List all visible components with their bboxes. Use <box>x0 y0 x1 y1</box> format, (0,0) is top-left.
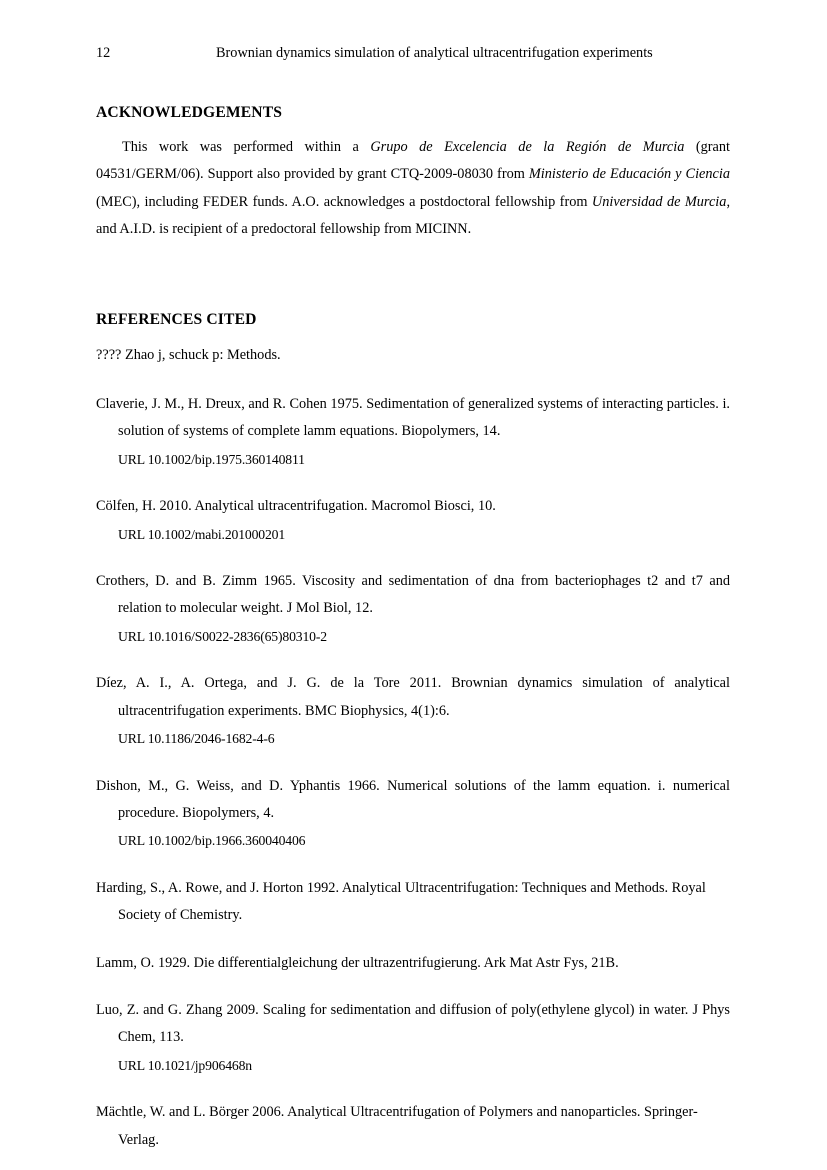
reference-citation: Mächtle, W. and L. Börger 2006. Analytical Ultracentrifugation of Polymers and nanoparticles. Springer-Verlag. <box>96 1104 698 1148</box>
reference-url[interactable]: URL 10.1002/mabi.201000201 <box>118 526 286 542</box>
ack-text-2: (grant 04531/GERM/06). Support also provided by grant CTQ-2009-08030 from <box>96 139 730 183</box>
reference-url[interactable]: URL 10.1002/bip.1975.360140811 <box>118 451 305 467</box>
ack-text-1: This work was performed within a <box>122 139 371 155</box>
running-title: Brownian dynamics simulation of analytical ultracentrifugation experiments <box>216 45 653 61</box>
reference-entry <box>96 950 730 977</box>
reference-citation: Lamm, O. 1929. Die differentialgleichung der ultrazentrifugierung. Ark Mat Astr Fys, 21B. <box>96 954 619 971</box>
ack-italic-ministerio: Ministerio de Educación y Ciencia <box>528 166 731 183</box>
reference-url[interactable]: URL 10.1016/S0022-2836(65)80310-2 <box>118 628 327 644</box>
acknowledgements-heading: ACKNOWLEDGEMENTS <box>96 104 283 121</box>
reference-citation: Claverie, J. M., H. Dreux, and R. Cohen 1975. Sedimentation of generalized systems of interacting particles. i. solution of systems of complete lamm equations. Biopolymers, 14. <box>96 396 730 440</box>
reference-url[interactable]: URL 10.1002/bip.1966.360040406 <box>118 833 306 849</box>
reference-entry <box>96 493 730 548</box>
reference-stub-entry: ???? Zhao j, schuck p: Methods. <box>96 346 281 363</box>
page-number: 12 <box>96 45 111 61</box>
reference-citation: Dishon, M., G. Weiss, and D. Yphantis 1966. Numerical solutions of the lamm equation. i. numerical procedure. Biopolymers, 4. <box>96 777 730 821</box>
ack-text-4: , and A.I.D. is recipient of a predoctoral fellowship from MICINN. <box>96 193 731 238</box>
references-heading: REFERENCES CITED <box>96 310 257 328</box>
running-head <box>96 44 730 62</box>
reference-entry <box>96 773 730 855</box>
reference-citation: Díez, A. I., A. Ortega, and J. G. de la Tore 2011. Brownian dynamics simulation of analytical ultracentrifugation experiments. BMC Biophysics, 4(1):6. <box>96 675 730 719</box>
reference-entry <box>96 391 730 473</box>
reference-citation: Crothers, D. and B. Zimm 1965. Viscosity and sedimentation of dna from bacteriophages t2 and t7 and relation to molecular weight. J Mol Biol, 12. <box>96 573 730 617</box>
text-column <box>96 103 730 1154</box>
acknowledgements-paragraph <box>96 134 730 244</box>
reference-entry <box>96 997 730 1079</box>
ack-italic-universidad: Universidad de Murcia <box>591 193 727 210</box>
reference-entry <box>96 568 730 650</box>
reference-url[interactable]: URL 10.1186/2046-1682-4-6 <box>118 731 275 747</box>
reference-url[interactable]: URL 10.1021/jp906468n <box>118 1057 252 1073</box>
ack-italic-grupo: Grupo de Excelencia de la Región de Murcia <box>370 139 685 155</box>
ack-text-3: (MEC), including FEDER funds. A.O. acknowledges a postdoctoral fellowship from <box>96 193 592 210</box>
section-spacer <box>96 244 730 310</box>
reference-citation: Harding, S., A. Rowe, and J. Horton 1992. Analytical Ultracentrifugation: Techniques and Methods. Royal Society of Chemistry. <box>96 879 706 924</box>
reference-entry <box>96 670 730 752</box>
reference-citation: Cölfen, H. 2010. Analytical ultracentrifugation. Macromol Biosci, 10. <box>96 498 496 515</box>
reference-citation: Luo, Z. and G. Zhang 2009. Scaling for sedimentation and diffusion of poly(ethylene glycol) in water. J Phys Chem, 113. <box>96 1001 730 1046</box>
reference-entry <box>96 875 730 930</box>
reference-entry <box>96 1099 730 1154</box>
reference-list <box>96 391 730 1154</box>
